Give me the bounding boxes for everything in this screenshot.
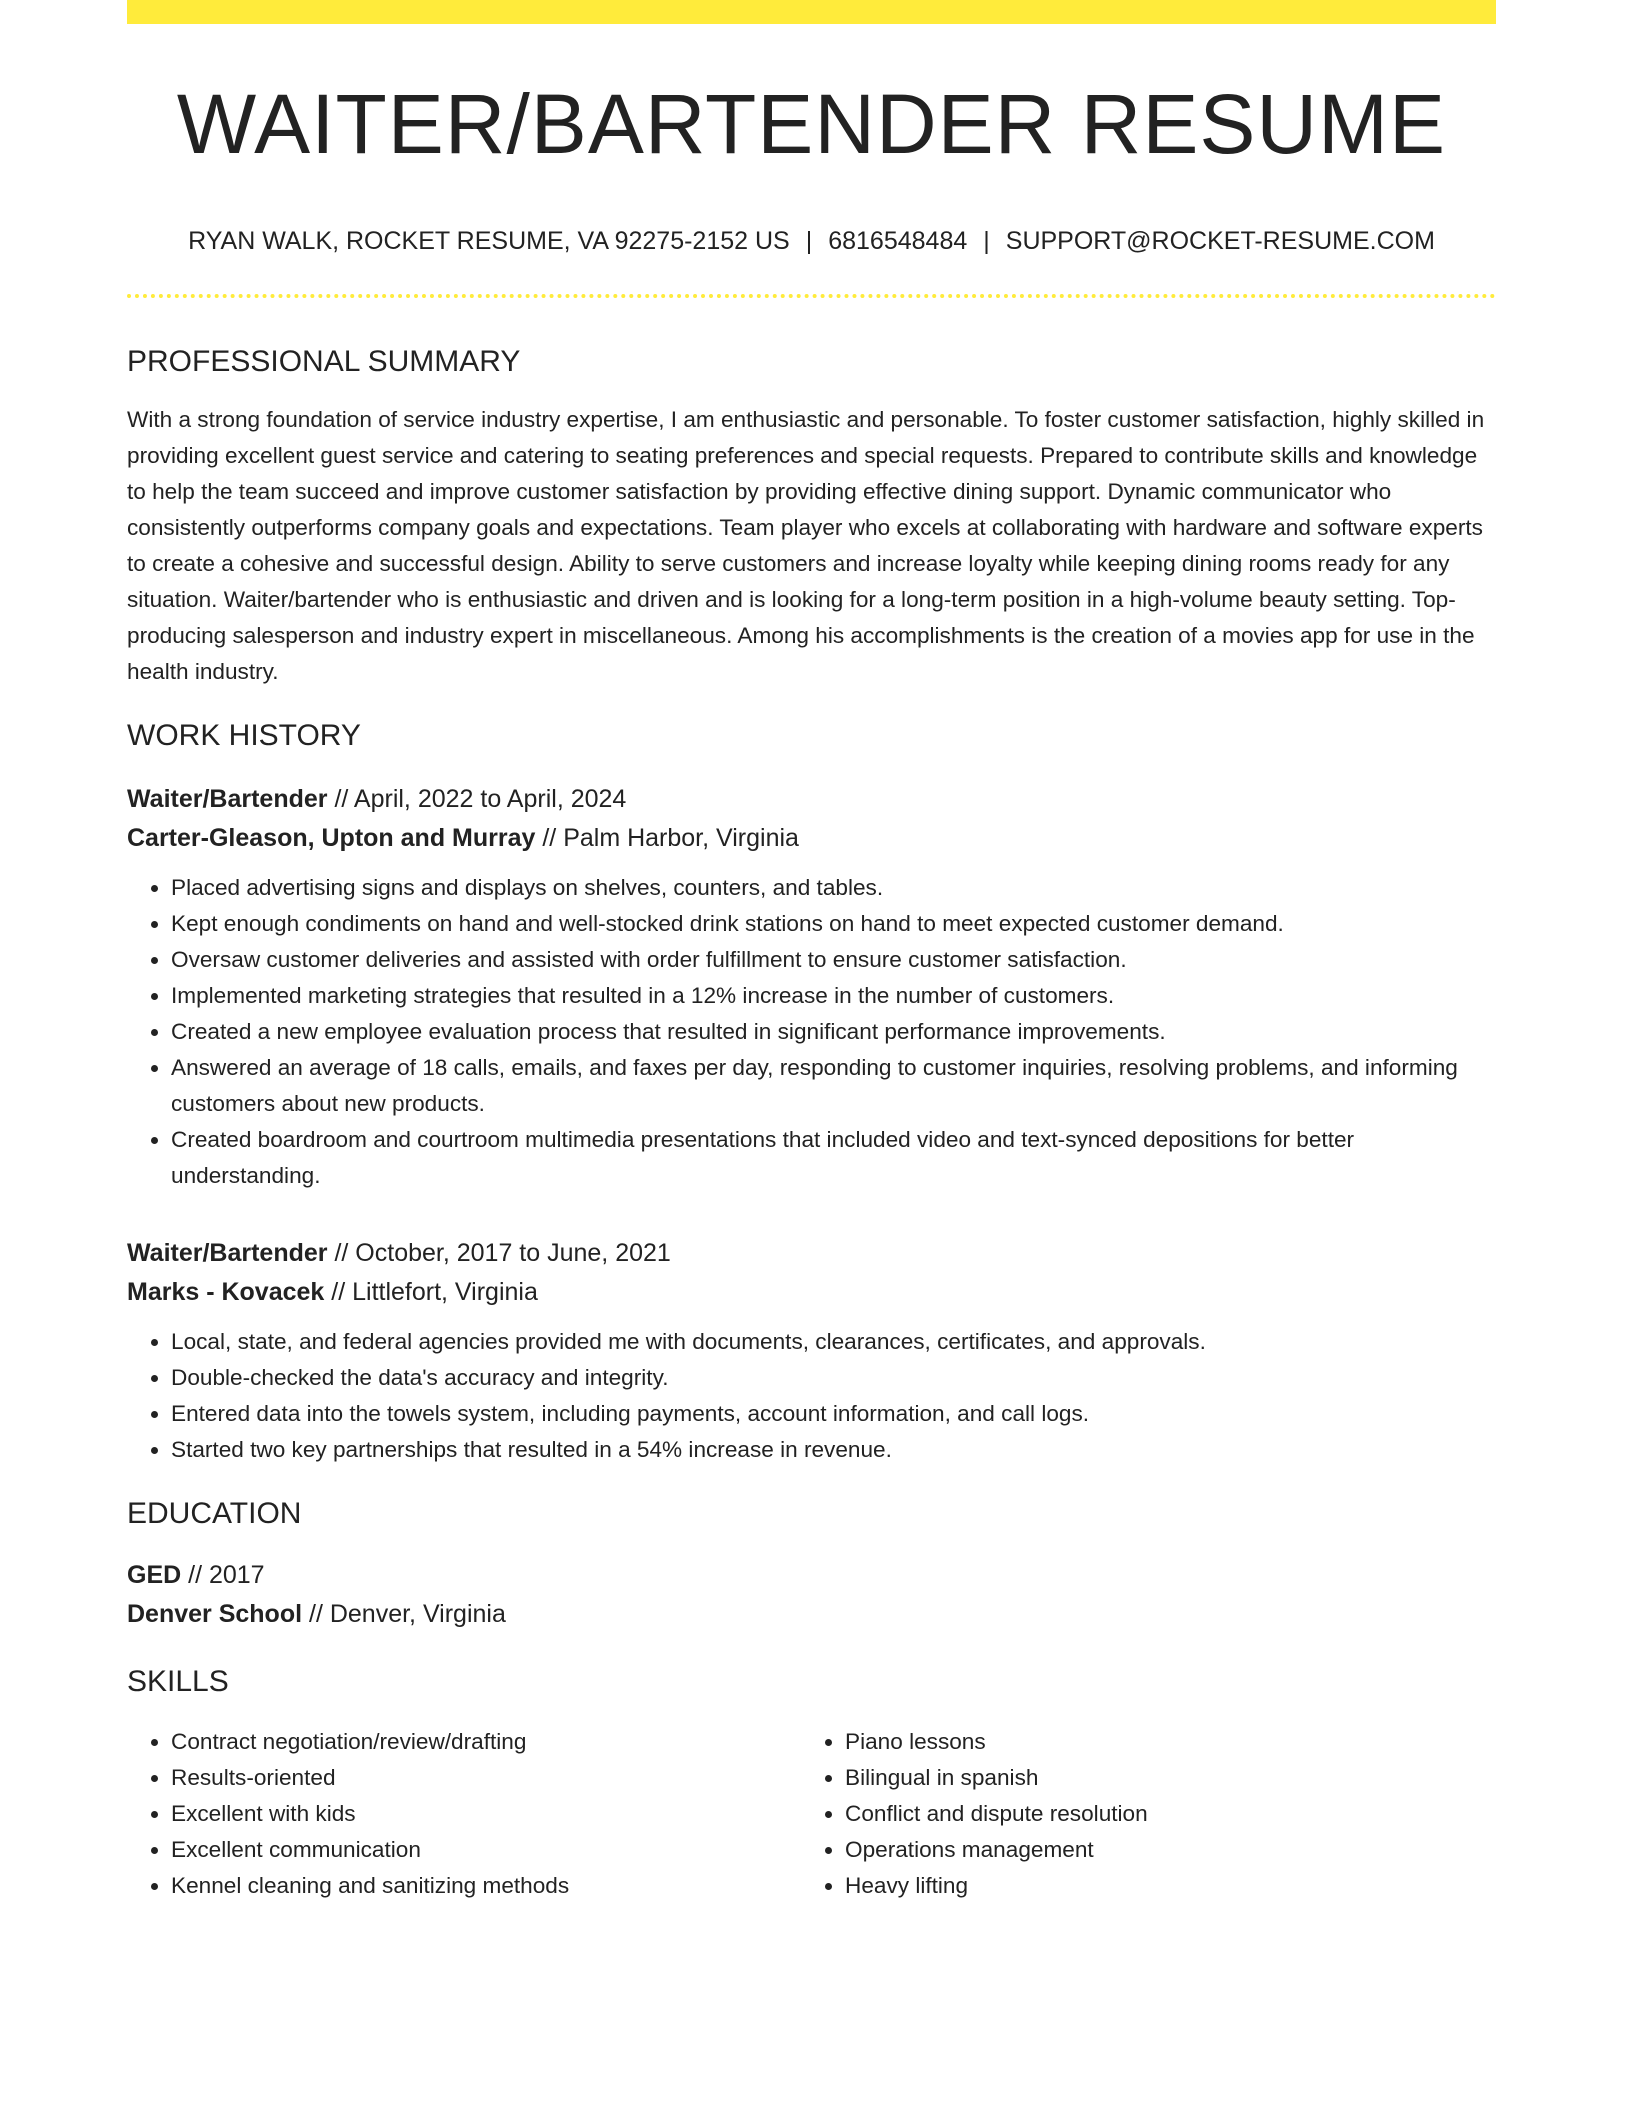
- contact-separator: |: [805, 227, 813, 255]
- skill-item: • Piano lessons: [845, 1724, 1475, 1760]
- job-bullet: • Entered data into the towels system, including payments, account information, and call logs.: [171, 1396, 1496, 1432]
- job-title: Waiter/Bartender: [127, 1239, 328, 1267]
- job-bullet: • Oversaw customer deliveries and assisted with order fulfillment to ensure customer satisfaction.: [171, 942, 1496, 978]
- job-bullet: • Created boardroom and courtroom multimedia presentations that included video and text-synced depositions for better understanding.: [171, 1122, 1496, 1194]
- job-bullet: • Started two key partnerships that resulted in a 54% increase in revenue.: [171, 1432, 1496, 1468]
- resume-page: [127, 0, 1496, 1904]
- education-entry: [127, 1556, 1496, 1634]
- job-bullets: [127, 1324, 1496, 1468]
- job-bullets: [127, 870, 1496, 1194]
- job-company: Carter-Gleason, Upton and Murray: [127, 824, 536, 852]
- skills-columns: [127, 1724, 1496, 1904]
- skill-item: • Conflict and dispute resolution: [845, 1796, 1475, 1832]
- summary-text: With a strong foundation of service industry expertise, I am enthusiastic and personable. To foster customer satisfaction, highly skilled in providing excellent guest service and catering to seating preferences and special requests. Prepared to contribute skills and knowledge to help the team succeed and improve customer satisfaction by providing effective dining support. Dynamic communicator who consistently outperforms company goals and expectations. Team player who excels at collaborating with hardware and software experts to create a cohesive and successful design. Ability to serve customers and increase loyalty while keeping dining rooms ready for any situation. Waiter/bartender who is enthusiastic and driven and is looking for a long-term position in a high-volume beauty setting. Top-producing salesperson and industry expert in miscellaneous. Among his accomplishments is the creation of a movies app for use in the health industry.: [127, 407, 1485, 684]
- contact-line: [127, 226, 1496, 256]
- education-heading: EDUCATION: [127, 1497, 302, 1530]
- work-history-heading: WORK HISTORY: [127, 719, 361, 752]
- job-bullet: • Double-checked the data's accuracy and integrity.: [171, 1360, 1496, 1396]
- skills-left-column: [127, 1724, 801, 1904]
- job-bullet: • Answered an average of 18 calls, emails, and faxes per day, responding to customer inquiries, resolving problems, and informing customers about new products.: [171, 1050, 1496, 1122]
- skills-heading: SKILLS: [127, 1665, 229, 1698]
- education-degree-line: [127, 1556, 1496, 1595]
- job-entry: [127, 1234, 1496, 1468]
- job-bullet: • Local, state, and federal agencies provided me with documents, clearances, certificates, and approvals.: [171, 1324, 1496, 1360]
- job-company: Marks - Kovacek: [127, 1278, 325, 1306]
- job-entry: [127, 780, 1496, 1194]
- skills-right-column: [801, 1724, 1475, 1904]
- skill-item: • Kennel cleaning and sanitizing methods: [171, 1868, 801, 1904]
- skill-item: • Bilingual in spanish: [845, 1760, 1475, 1796]
- dotted-divider: [127, 294, 1496, 298]
- education-degree: GED: [127, 1561, 182, 1589]
- skill-item: • Contract negotiation/review/drafting: [171, 1724, 801, 1760]
- job-title-line: [127, 1234, 1496, 1273]
- job-company-line: [127, 1273, 1496, 1312]
- contact-separator: |: [983, 227, 990, 255]
- resume-title: WAITER/BARTENDER RESUME: [176, 77, 1447, 171]
- education-school: Denver School: [127, 1600, 303, 1628]
- skill-item: • Results-oriented: [171, 1760, 801, 1796]
- job-dates: // April, 2022 to April, 2024: [327, 785, 627, 813]
- skill-item: • Operations management: [845, 1832, 1475, 1868]
- job-bullet: • Created a new employee evaluation process that resulted in significant performance improvements.: [171, 1014, 1496, 1050]
- job-location: // Palm Harbor, Virginia: [535, 824, 799, 852]
- job-bullet: • Kept enough condiments on hand and well-stocked drink stations on hand to meet expected customer demand.: [171, 906, 1496, 942]
- contact-phone: 6816548484: [828, 227, 968, 255]
- education-school-line: [127, 1595, 1496, 1634]
- skill-item: • Excellent with kids: [171, 1796, 801, 1832]
- education-year: // 2017: [181, 1561, 265, 1589]
- job-bullet: • Placed advertising signs and displays on shelves, counters, and tables.: [171, 870, 1496, 906]
- job-bullet: • Implemented marketing strategies that resulted in a 12% increase in the number of customers.: [171, 978, 1496, 1014]
- accent-top-bar: [127, 0, 1496, 24]
- education-location: // Denver, Virginia: [302, 1600, 506, 1628]
- contact-address: RYAN WALK, ROCKET RESUME, VA 92275-2152 US: [188, 227, 790, 255]
- job-title-line: [127, 780, 1496, 819]
- job-title: Waiter/Bartender: [127, 785, 328, 813]
- job-location: // Littlefort, Virginia: [324, 1278, 538, 1306]
- job-company-line: [127, 819, 1496, 858]
- job-dates: // October, 2017 to June, 2021: [327, 1239, 671, 1267]
- summary-heading: PROFESSIONAL SUMMARY: [127, 345, 521, 378]
- skill-item: • Excellent communication: [171, 1832, 801, 1868]
- skill-item: • Heavy lifting: [845, 1868, 1475, 1904]
- contact-email: SUPPORT@ROCKET-RESUME.COM: [1005, 227, 1435, 255]
